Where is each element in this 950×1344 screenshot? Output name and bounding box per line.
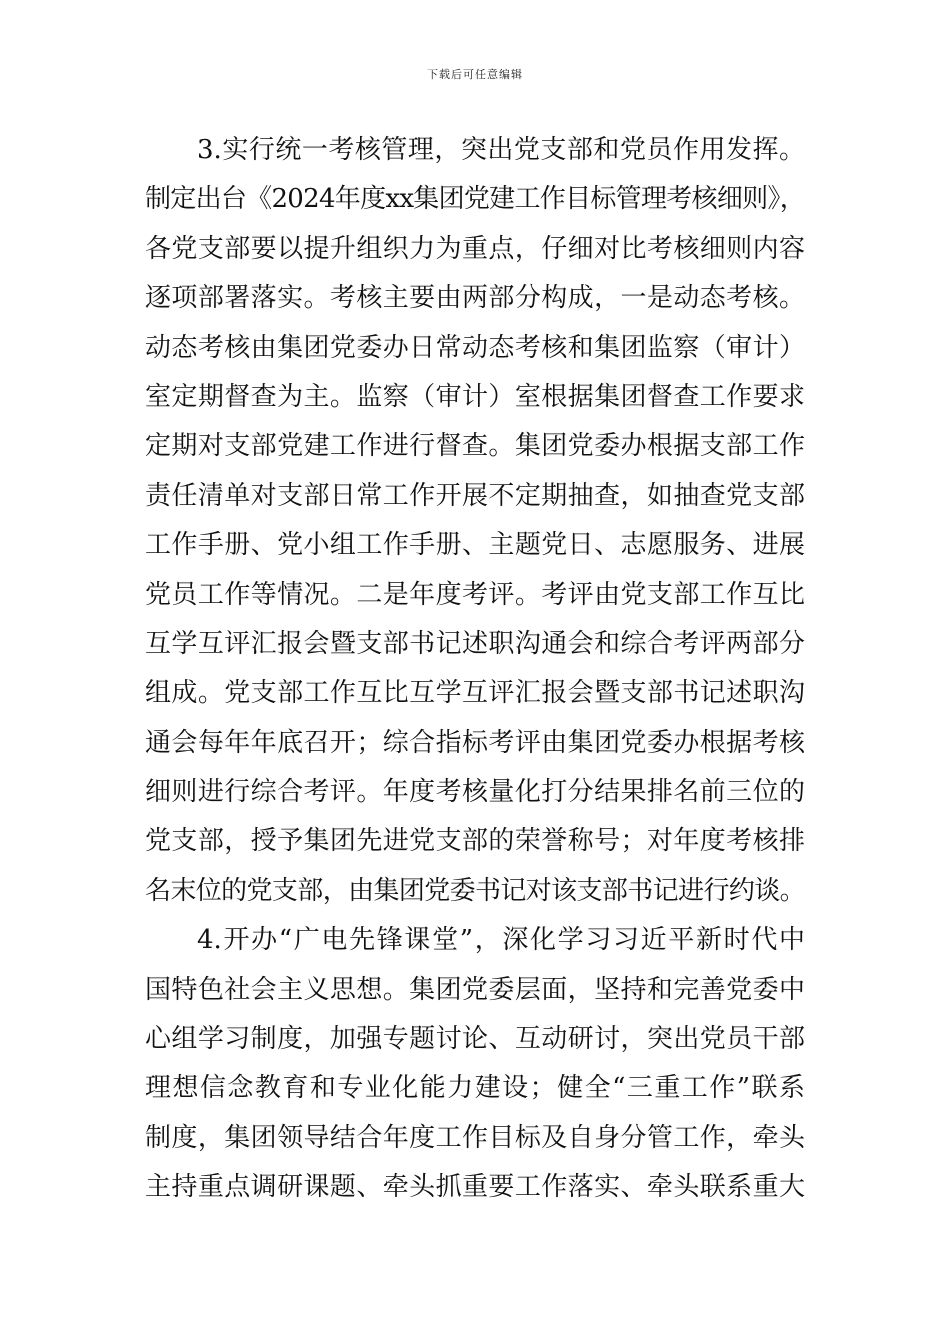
text-line: 细则进行综合考评。年度考核量化打分结果排名前三位的 <box>145 777 805 808</box>
text-line: 制定出台《2024年度xx集团党建工作目标管理考核细则》， <box>145 184 805 215</box>
text-line: 室定期督查为主。监察（审计）室根据集团督查工作要求 <box>145 381 805 412</box>
text-line: 互学互评汇报会暨支部书记述职沟通会和综合考评两部分 <box>145 628 805 659</box>
text-line: 名末位的党支部，由集团党委书记对该支部书记进行约谈。 <box>145 875 805 906</box>
text-line: 国特色社会主义思想。集团党委层面，坚持和完善党委中 <box>145 974 805 1005</box>
header-note: 下载后可任意编辑 <box>427 68 523 81</box>
text-line: 制度，集团领导结合年度工作目标及自身分管工作，牵头 <box>145 1122 805 1153</box>
text-line: 通会每年年底召开；综合指标考评由集团党委办根据考核 <box>145 727 805 758</box>
paragraph-4 <box>145 916 805 1212</box>
text-line: 心组学习制度，加强专题讨论、互动研讨，突出党员干部 <box>145 1024 805 1055</box>
text-line: 主持重点调研课题、牵头抓重要工作落实、牵头联系重大 <box>145 1172 805 1203</box>
text-line: 工作手册、党小组工作手册、主题党日、志愿服务、进展 <box>145 530 805 561</box>
text-line: 理想信念教育和专业化能力建设；健全“三重工作”联系 <box>145 1073 805 1104</box>
text-line: 3.实行统一考核管理，突出党支部和党员作用发挥。 <box>197 135 805 165</box>
text-line: 党支部，授予集团先进党支部的荣誉称号；对年度考核排 <box>145 826 805 857</box>
text-line: 组成。党支部工作互比互学互评汇报会暨支部书记述职沟 <box>145 678 805 709</box>
text-line: 逐项部署落实。考核主要由两部分构成，一是动态考核。 <box>145 283 805 314</box>
text-line: 责任清单对支部日常工作开展不定期抽查，如抽查党支部 <box>145 480 805 511</box>
text-line: 党员工作等情况。二是年度考评。考评由党支部工作互比 <box>145 579 805 610</box>
text-line: 动态考核由集团党委办日常动态考核和集团监察（审计） <box>145 332 805 363</box>
text-line: 定期对支部党建工作进行督查。集团党委办根据支部工作 <box>145 431 805 462</box>
paragraph-3 <box>145 126 805 916</box>
document-body <box>145 126 805 1213</box>
text-line: 4.开办“广电先锋课堂”，深化学习习近平新时代中 <box>197 925 805 956</box>
text-line: 各党支部要以提升组织力为重点，仔细对比考核细则内容 <box>145 233 805 264</box>
